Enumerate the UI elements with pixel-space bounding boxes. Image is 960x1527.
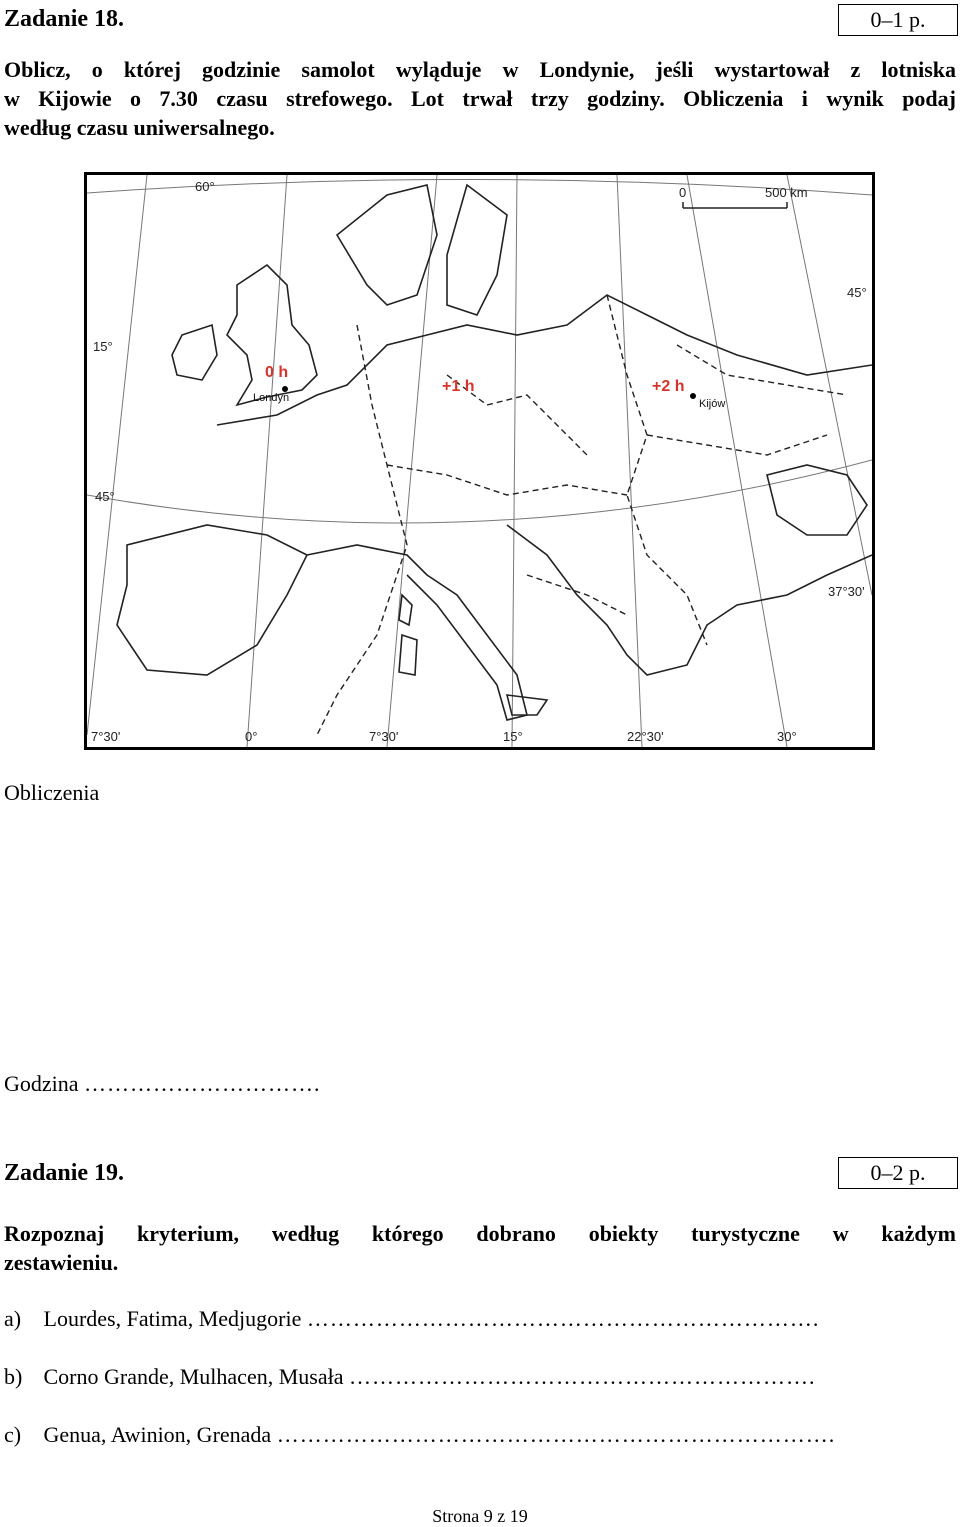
task-19-item-b (4, 1364, 956, 1390)
ireland-outline (172, 325, 217, 380)
border-5 (677, 345, 847, 395)
lon-15-left-label: 15° (93, 339, 113, 354)
kyiv-label: Kijów (699, 398, 726, 410)
lon-37-30-label: 37°30' (828, 584, 865, 599)
meridian-2 (247, 175, 290, 747)
item-a-letter: a) (4, 1306, 22, 1331)
zone-0h-label: 0 h (265, 364, 289, 381)
bottom-lon-label-0: 7°30' (91, 729, 121, 744)
task-18-title: Zadanie 18. (4, 6, 125, 32)
scale-bar (679, 185, 808, 208)
meridian-6 (687, 175, 787, 747)
scale-label: 500 km (765, 185, 808, 200)
corsica-outline (399, 595, 412, 625)
europe-time-zone-map (84, 172, 875, 750)
meridian-1 (87, 175, 147, 735)
north-coast-outline (217, 295, 872, 425)
task-19-title: Zadanie 19. (4, 1160, 125, 1186)
meridian-4 (512, 175, 517, 747)
item-b-text: Corno Grande, Mulhacen, Musała (43, 1364, 344, 1389)
zone-plus2h-label: +2 h (652, 378, 685, 395)
black-sea-outline (767, 465, 867, 535)
calculations-label: Obliczenia (4, 780, 100, 805)
lat-60-label: 60° (195, 179, 215, 194)
italy-outline (307, 545, 527, 720)
task-18-points: 0–1 p. (838, 4, 958, 36)
task-19-prompt-line-2: zestawieniu. (4, 1250, 119, 1275)
zone-boundaries (317, 295, 847, 735)
coastlines (117, 185, 872, 720)
iberia-outline (117, 525, 307, 675)
page-footer: Strona 9 z 19 (432, 1506, 528, 1526)
item-c-answer[interactable]: ………………………………………………………………. (276, 1422, 836, 1447)
parallel-45 (87, 460, 872, 523)
bottom-longitude-labels (91, 729, 797, 744)
item-c-text: Genua, Awinion, Grenada (43, 1422, 272, 1447)
bottom-lon-label-2: 7°30' (369, 729, 399, 744)
answer-label: Godzina (4, 1071, 79, 1096)
task-19-prompt-line-1: Rozpoznaj kryterium, według którego dobrano obiekty turystyczne w każdym (4, 1221, 956, 1246)
zone-plus1h-label: +1 h (442, 378, 475, 395)
sardinia-outline (399, 635, 417, 675)
border-2 (387, 465, 627, 495)
task-18-prompt-line-2: w Kijowie o 7.30 czasu strefowego. Lot trwał trzy godziny. Obliczenia i wynik podaj (4, 86, 956, 111)
lat-45-right-label: 45° (847, 285, 867, 300)
task-18-prompt-line-1: Oblicz, o której godzinie samolot wyląduje w Londynie, jeśli wystartował z lotniska (4, 57, 956, 82)
bottom-lon-label-4: 22°30' (627, 729, 664, 744)
zone-boundary-1-2 (607, 295, 707, 645)
kyiv-dot (690, 393, 696, 399)
task-19-points: 0–2 p. (838, 1157, 958, 1189)
map-drawing (87, 175, 872, 747)
answer-field[interactable]: …………………………. (84, 1071, 321, 1096)
task-19-item-a (4, 1306, 956, 1332)
answer-row (4, 1071, 321, 1097)
item-c-letter: c) (4, 1422, 22, 1447)
item-b-letter: b) (4, 1364, 23, 1389)
bottom-lon-label-1: 0° (245, 729, 258, 744)
norway-outline (337, 185, 437, 305)
sweden-outline (447, 185, 507, 315)
bottom-lon-label-3: 15° (503, 729, 523, 744)
item-b-answer[interactable]: ……………………………………………………. (348, 1364, 816, 1389)
london-label: Londyn (253, 392, 290, 404)
meridian-3 (387, 175, 437, 747)
item-a-text: Lourdes, Fatima, Medjugorie (43, 1306, 302, 1331)
meridian-7 (787, 175, 872, 595)
border-3 (647, 435, 827, 455)
bottom-lon-label-5: 30° (777, 729, 797, 744)
item-a-answer[interactable]: …………………………………………………………. (306, 1306, 820, 1331)
task-18-prompt-line-3: według czasu uniwersalnego. (4, 115, 275, 140)
task-19-item-c (4, 1422, 956, 1448)
scale-zero: 0 (679, 185, 687, 200)
lat-45-left-label: 45° (95, 489, 115, 504)
